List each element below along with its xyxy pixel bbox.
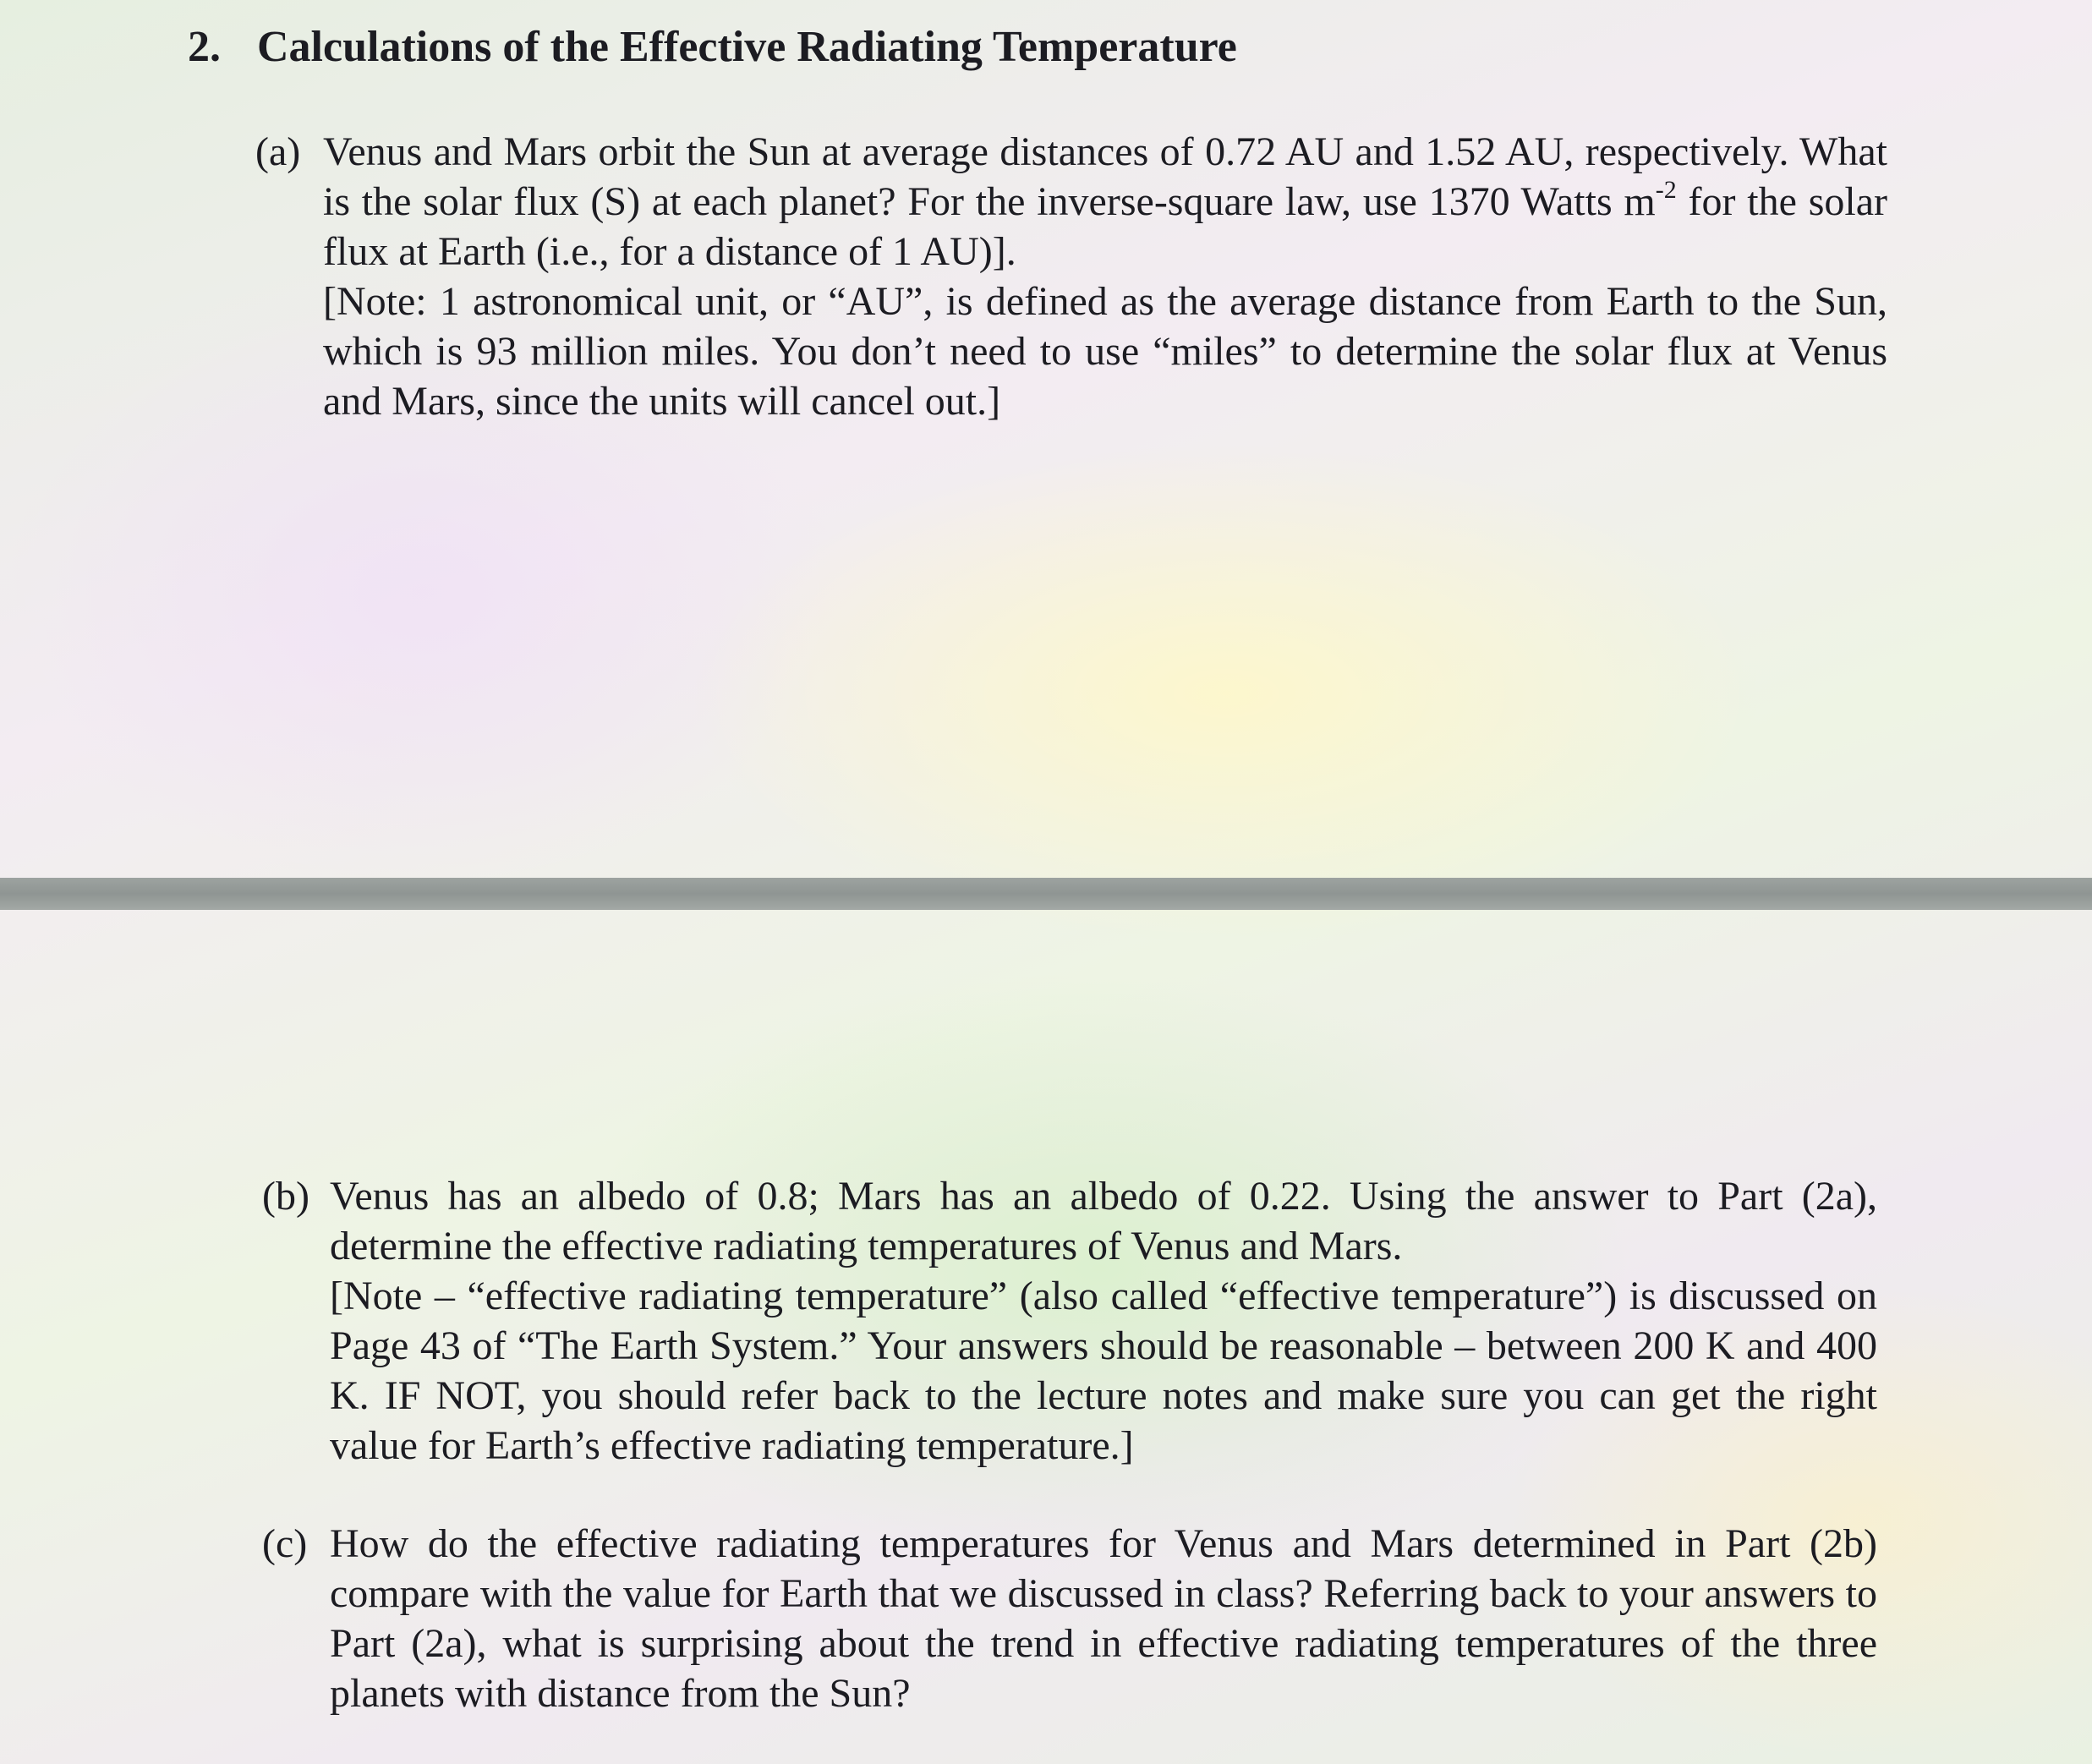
unit-exponent: -2 — [1655, 176, 1677, 204]
question-label: (c) — [262, 1521, 308, 1566]
question-prompt: Venus has an albedo of 0.8; Mars has an albedo of 0.22. Using the answer to Part (2a), determine the effective radiating temperatures of Venus and Mars. — [330, 1174, 1877, 1268]
section-heading — [188, 20, 1237, 74]
question-body — [323, 127, 1887, 426]
question-body — [330, 1171, 1877, 1471]
question-c — [262, 1519, 1877, 1718]
page-divider — [0, 878, 2092, 910]
prompt-text: Venus and Mars orbit the Sun at average distances of 0.72 AU and 1.52 AU, respectively. What is the solar flux (S) at each planet? For the inverse-square law, use 1370 Watts m — [323, 129, 1887, 224]
section-number: 2. — [188, 23, 221, 71]
question-prompt — [323, 127, 1887, 277]
question-b — [262, 1171, 1877, 1471]
question-prompt: How do the effective radiating temperatures for Venus and Mars determined in Part (2b) compare with the value for Earth that we discussed in class? Referring back to your answers to Part (2a), what is surprising about the trend in effective radiating temperatures of the three planets with distance from the Sun? — [330, 1521, 1877, 1716]
question-label: (a) — [255, 129, 301, 174]
prompt-text-end: for the solar flux at Earth (i.e., for a distance of 1 AU)]. — [323, 179, 1888, 274]
question-label: (b) — [262, 1174, 309, 1219]
section-title: Calculations of the Effective Radiating Temperature — [257, 23, 1237, 71]
question-note: [Note: 1 astronomical unit, or “AU”, is defined as the average distance from Earth to the Sun, which is 93 million miles. You don’t need to use “miles” to determine the solar flux at Venus and Mars, since the units will cancel out.] — [323, 279, 1887, 424]
question-a — [255, 127, 1887, 426]
question-body — [330, 1519, 1877, 1718]
question-note: [Note – “effective radiating temperature” (also called “effective temperature”) is discussed on Page 43 of “The Earth System.” Your answers should be reasonable – between 200 K and 400 K. IF NOT, you should refer back to the lecture notes and make sure you can get the right value for Earth’s effective radiating temperature.] — [330, 1274, 1877, 1468]
